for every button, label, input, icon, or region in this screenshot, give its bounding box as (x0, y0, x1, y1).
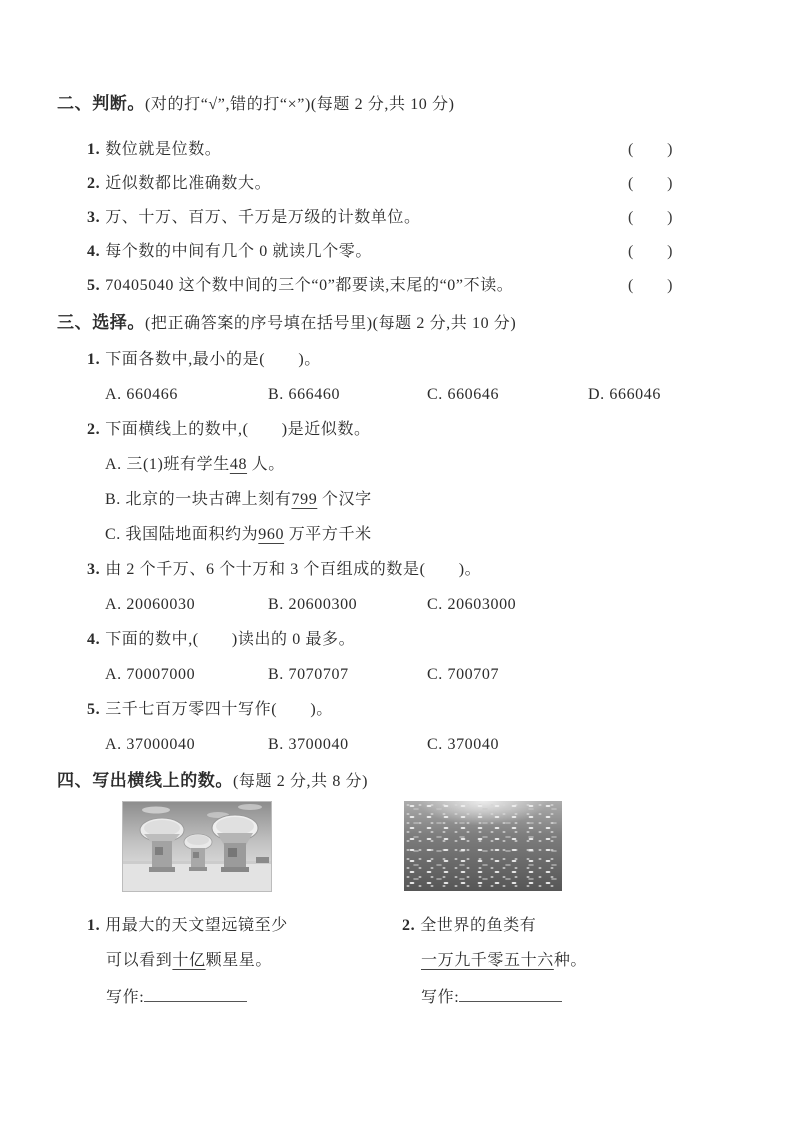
choice-question-2-option-c (105, 526, 738, 544)
choice-question-2 (87, 421, 738, 439)
option-label: A. (105, 666, 122, 683)
judgment-items (57, 141, 738, 295)
item-text: 数位就是位数。 (105, 141, 222, 158)
option-a (105, 386, 268, 404)
option-value: 20060030 (126, 596, 196, 613)
option-value: 660646 (447, 386, 500, 403)
item-text: 每个数的中间有几个 0 就读几个零。 (105, 243, 373, 260)
question-number: 4. (87, 631, 101, 648)
item-number: 2. (87, 175, 101, 192)
choice-question-5-options (105, 736, 738, 754)
item-number: 2. (402, 917, 416, 934)
option-text: 北京的一块古碑上刻有 (125, 491, 292, 508)
item-text: 近似数都比准确数大。 (105, 175, 272, 192)
item-text: 颗星星。 (205, 952, 273, 969)
section-choice-heading (57, 313, 738, 334)
section-judgment-title: 二、判断。 (57, 94, 145, 113)
judgment-item-3 (87, 209, 673, 227)
option-value: 20603000 (447, 596, 517, 613)
option-value: 666046 (609, 386, 661, 403)
option-text: 个汉字 (317, 491, 372, 508)
section-judgment-instructions: (对的打“√”,错的打“×”)(每题 2 分,共 10 分) (145, 96, 455, 113)
item-text: 全世界的鱼类有 (420, 917, 537, 934)
write-item-2-answer-line (421, 987, 587, 1007)
option-text: 三(1)班有学生 (126, 456, 230, 473)
option-label: B. (268, 666, 284, 683)
fish-school-photo (404, 801, 562, 891)
option-value: 70007000 (126, 666, 196, 683)
judgment-item-1 (87, 141, 673, 159)
item-text: 70405040 这个数中间的三个“0”都要读,末尾的“0”不读。 (105, 277, 514, 294)
answer-blank (459, 987, 562, 1002)
underlined-number: 960 (258, 526, 285, 543)
option-b (268, 736, 427, 754)
option-value: 20600300 (288, 596, 358, 613)
answer-blank (144, 987, 247, 1002)
section-choice-instructions: (把正确答案的序号填在括号里)(每题 2 分,共 10 分) (145, 315, 517, 332)
write-item-2-line-2 (421, 952, 587, 970)
write-label: 写作: (421, 989, 460, 1006)
write-item-1-line-2 (106, 952, 402, 970)
item-number: 3. (87, 209, 101, 226)
item-text: 种。 (553, 952, 588, 969)
question-text: 下面横线上的数中,( )是近似数。 (105, 421, 371, 438)
question-number: 3. (87, 561, 101, 578)
option-b (268, 596, 427, 614)
option-label: B. (268, 736, 284, 753)
item-text: 用最大的天文望远镜至少 (105, 917, 288, 934)
write-item-2-line-1 (402, 917, 587, 935)
item-number: 1. (87, 141, 101, 158)
option-text: 我国陆地面积约为 (125, 526, 259, 543)
option-label: B. (268, 386, 284, 403)
choice-question-5 (87, 701, 738, 719)
choice-question-4 (87, 631, 738, 649)
answer-brackets: ( ) (627, 243, 673, 260)
choice-question-3 (87, 561, 738, 579)
item-number: 4. (87, 243, 101, 260)
option-a (105, 666, 268, 684)
write-label: 写作: (106, 989, 145, 1006)
option-c (427, 736, 499, 754)
section-write-numbers-title: 四、写出横线上的数。 (57, 771, 233, 790)
option-label: A. (105, 386, 122, 403)
choice-question-1-options (105, 386, 738, 404)
underlined-number-words: 十亿 (172, 952, 206, 969)
option-d (588, 386, 661, 404)
option-label: A. (105, 736, 122, 753)
option-value: 3700040 (288, 736, 349, 753)
write-item-1-line-1 (87, 917, 402, 935)
option-text: 人。 (247, 456, 285, 473)
choice-question-2-option-b (105, 491, 738, 509)
question-number: 2. (87, 421, 101, 438)
section-write-numbers-instructions: (每题 2 分,共 8 分) (233, 773, 369, 790)
option-c (427, 596, 516, 614)
option-label: B. (105, 491, 121, 508)
underlined-number: 48 (229, 456, 248, 473)
item-number: 1. (87, 917, 101, 934)
option-value: 660466 (126, 386, 178, 403)
option-value: 37000040 (126, 736, 196, 753)
option-label: D. (588, 386, 605, 403)
option-label: B. (268, 596, 284, 613)
question-text: 下面的数中,( )读出的 0 最多。 (105, 631, 356, 648)
section-choice-title: 三、选择。 (57, 313, 145, 332)
option-a (105, 596, 268, 614)
option-label: C. (105, 526, 121, 543)
question-text: 由 2 个千万、6 个十万和 3 个百组成的数是( )。 (105, 561, 482, 578)
choice-question-4-options (105, 666, 738, 684)
option-text: 万平方千米 (284, 526, 372, 543)
option-b (268, 666, 427, 684)
underlined-number-words: 一万九千零五十六 (421, 952, 554, 969)
item-number: 5. (87, 277, 101, 294)
option-label: C. (427, 386, 443, 403)
option-c (427, 666, 499, 684)
option-label: A. (105, 456, 122, 473)
write-item-1-answer-line (106, 987, 402, 1007)
option-b (268, 386, 427, 404)
question-text: 下面各数中,最小的是( )。 (105, 351, 321, 368)
option-label: A. (105, 596, 122, 613)
judgment-item-4 (87, 243, 673, 261)
choice-question-1 (87, 351, 738, 369)
option-a (105, 736, 268, 754)
section-judgment-heading (57, 94, 738, 115)
radio-telescopes-photo (122, 801, 272, 892)
option-value: 370040 (447, 736, 500, 753)
answer-brackets: ( ) (627, 209, 673, 226)
item-text: 可以看到 (106, 952, 173, 969)
write-item-1 (87, 917, 402, 1024)
option-value: 666460 (288, 386, 341, 403)
option-c (427, 386, 588, 404)
section-write-numbers-heading (57, 771, 738, 792)
answer-brackets: ( ) (627, 141, 673, 158)
item-text: 万、十万、百万、千万是万级的计数单位。 (105, 209, 421, 226)
answer-brackets: ( ) (627, 175, 673, 192)
option-label: C. (427, 666, 443, 683)
option-label: C. (427, 736, 443, 753)
option-value: 700707 (447, 666, 500, 683)
write-numbers-items (57, 917, 738, 1024)
photos-row (122, 801, 738, 892)
option-label: C. (427, 596, 443, 613)
question-number: 5. (87, 701, 101, 718)
choice-question-2-option-a (105, 456, 738, 474)
answer-brackets: ( ) (627, 277, 673, 294)
judgment-item-2 (87, 175, 673, 193)
write-item-2 (402, 917, 587, 1024)
question-text: 三千七百万零四十写作( )。 (105, 701, 333, 718)
option-value: 7070707 (288, 666, 349, 683)
choice-question-3-options (105, 596, 738, 614)
judgment-item-5 (87, 277, 673, 295)
underlined-number: 799 (291, 491, 318, 508)
question-number: 1. (87, 351, 101, 368)
